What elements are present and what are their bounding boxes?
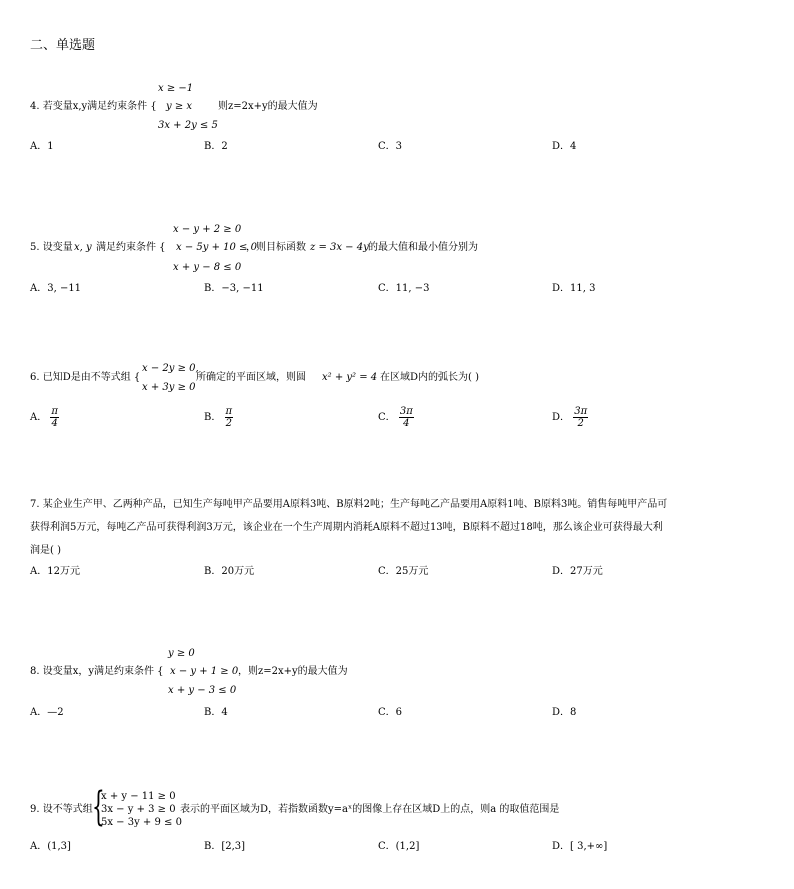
q7-option-d[interactable]: D．27万元	[552, 566, 603, 577]
q6-option-b[interactable]	[204, 406, 233, 429]
q6-option-a-letter: A．	[30, 412, 48, 423]
q6-prefix: 6. 已知D是由不等式组 {	[30, 372, 141, 383]
q6-option-d-fraction	[573, 406, 588, 429]
q6-option-b-numerator: π	[225, 406, 233, 417]
q6-suffix: 在区域D内的弧长为( )	[380, 372, 479, 383]
q8-constraint-1: y ≥ 0	[168, 648, 195, 659]
q8-option-b[interactable]: B．4	[204, 707, 228, 718]
q5-option-a[interactable]: A．3, −11	[30, 283, 82, 294]
q6-option-b-denominator: 2	[225, 418, 233, 429]
q7-line-3: 润是( )	[30, 545, 61, 556]
q7-line-2: 获得利润5万元，每吨乙产品可获得利润3万元，该企业在一个生产周期内消耗A原料不超过13吨，B原料不超过18吨，那么该企业可获得最大利	[30, 522, 663, 533]
q8-option-d[interactable]: D．8	[552, 707, 577, 718]
q9-option-d[interactable]: D．[ 3,+∞]	[552, 841, 608, 852]
q5-constraint-2: x − 5y + 10 ≤ 0	[176, 242, 257, 253]
q9-suffix: 表示的平面区域为D，若指数函数y=aˣ的图像上存在区域D上的点，则a 的取值范围是	[180, 804, 560, 815]
q6-option-c-letter: C．	[378, 412, 396, 423]
q6-constraint-1: x − 2y ≥ 0,	[142, 363, 199, 374]
q7-option-c[interactable]: C．25万元	[378, 566, 429, 577]
q6-option-a-denominator: 4	[51, 418, 58, 429]
q6-option-d-letter: D．	[552, 412, 571, 423]
q5-after: ，则目标函数	[246, 242, 306, 253]
q9-option-a[interactable]: A．(1,3]	[30, 841, 71, 852]
q4-constraint-1: x ≥ −1	[158, 83, 194, 94]
q9-option-b[interactable]: B．[2,3]	[204, 841, 246, 852]
q8-option-c[interactable]: C．6	[378, 707, 403, 718]
q8-prefix: 8. 设变量x，y满足约束条件 {	[30, 666, 164, 677]
q5-constraint-1: x − y + 2 ≥ 0	[173, 224, 242, 235]
q5-mid: 满足约束条件 {	[96, 242, 166, 253]
q6-option-b-fraction	[225, 406, 234, 429]
q5-vars: x, y	[74, 242, 92, 253]
q6-option-d-denominator: 2	[577, 418, 584, 429]
q4-option-c[interactable]: C．3	[378, 141, 403, 152]
q5-option-c[interactable]: C．11, −3	[378, 283, 430, 294]
q4-option-b[interactable]: B．2	[204, 141, 228, 152]
q6-option-a-fraction	[50, 406, 59, 429]
q9-prefix: 9. 设不等式组	[30, 804, 93, 815]
q6-mid: 所确定的平面区域，则圆	[196, 372, 306, 383]
q6-option-c-numerator: 3π	[399, 406, 413, 417]
q8-option-a[interactable]: A．—2	[30, 707, 64, 718]
q6-option-c-fraction	[399, 406, 414, 429]
q5-option-b[interactable]: B．−3, −11	[204, 283, 264, 294]
q6-circle: x² + y² = 4	[322, 372, 378, 383]
q6-option-d[interactable]	[552, 406, 588, 429]
q6-option-a-numerator: π	[51, 406, 58, 417]
q9-brace: {	[92, 784, 105, 830]
q7-option-b[interactable]: B．20万元	[204, 566, 255, 577]
q5-suffix: 的最大值和最小值分别为	[368, 242, 478, 253]
q9-constraint-3: 5x − 3y + 9 ≤ 0	[101, 817, 182, 828]
q9-constraint-1: x + y − 11 ≥ 0	[101, 791, 176, 802]
q8-constraint-2: x − y + 1 ≥ 0	[170, 666, 239, 677]
q7-option-a[interactable]: A．12万元	[30, 566, 80, 577]
q8-constraint-3: x + y − 3 ≤ 0	[168, 685, 237, 696]
q5-option-d[interactable]: D．11, 3	[552, 283, 596, 294]
q6-option-c-denominator: 4	[403, 418, 410, 429]
q7-line-1: 7. 某企业生产甲、乙两种产品，已知生产每吨甲产品要用A原料3吨、B原料2吨；生产每吨乙产品要用A原料1吨、B原料3吨。销售每吨甲产品可	[30, 499, 668, 510]
section-title: 二、单选题	[30, 38, 96, 53]
q4-constraint-2: y ≥ x	[166, 101, 193, 112]
q4-prefix: 4. 若变量x,y满足约束条件 {	[30, 101, 157, 112]
q5-prefix: 5. 设变量	[30, 242, 73, 253]
q4-option-a[interactable]: A．1	[30, 141, 54, 152]
q6-option-c[interactable]	[378, 406, 414, 429]
q4-constraint-3: 3x + 2y ≤ 5	[158, 120, 218, 131]
q5-objective: z = 3x − 4y	[310, 242, 369, 253]
q9-option-c[interactable]: C．(1,2]	[378, 841, 420, 852]
q9-constraint-2: 3x − y + 3 ≥ 0	[101, 804, 176, 815]
q4-option-d[interactable]: D．4	[552, 141, 577, 152]
q6-constraint-2: x + 3y ≥ 0	[142, 382, 196, 393]
q6-option-a[interactable]	[30, 406, 59, 429]
q8-suffix: ，则z=2x+y的最大值为	[238, 666, 348, 677]
q4-suffix: 则z=2x+y的最大值为	[218, 101, 318, 112]
q6-option-d-numerator: 3π	[574, 406, 588, 417]
q5-constraint-3: x + y − 8 ≤ 0	[173, 262, 242, 273]
q6-option-b-letter: B．	[204, 412, 222, 423]
